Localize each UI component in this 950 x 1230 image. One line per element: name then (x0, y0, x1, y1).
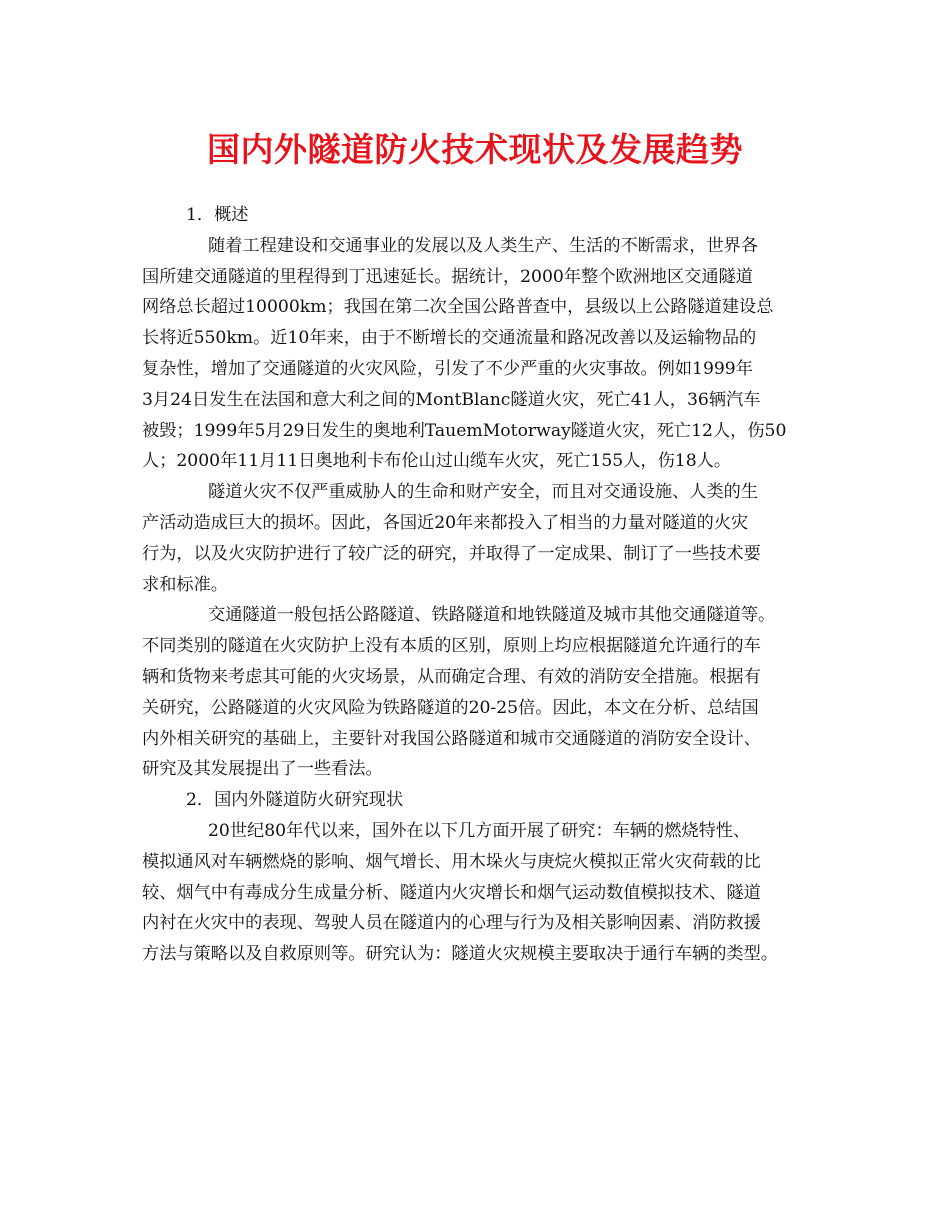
paragraph-line: 辆和货物来考虑其可能的火灾场景，从而确定合理、有效的消防安全措施。根据有 (142, 666, 761, 687)
paragraph-line: 复杂性，增加了交通隧道的火灾风险，引发了不少严重的火灾事故。例如1999年 (142, 358, 753, 379)
paragraph-line: 不同类别的隧道在火灾防护上没有本质的区别，原则上均应根据隧道允许通行的车 (142, 636, 761, 657)
paragraph-line: 交通隧道一般包括公路隧道、铁路隧道和地铁隧道及城市其他交通隧道等。 (208, 605, 776, 626)
paragraph-line: 行为，以及火灾防护进行了较广泛的研究，并取得了一定成果、制订了一些技术要 (142, 543, 761, 564)
paragraph-line: 内衬在火灾中的表现、驾驶人员在隧道内的心理与行为及相关影响因素、消防救援 (142, 913, 761, 934)
paragraph-line: 被毁；1999年5月29日发生的奥地利TauemMotorway隧道火灾，死亡12人，伤50 (142, 420, 787, 441)
paragraph-line: 方法与策略以及自救原则等。研究认为：隧道火灾规模主要取决于通行车辆的类型。 (142, 944, 778, 965)
document-body (142, 200, 822, 970)
paragraph-line: 较、烟气中有毒成分生成量分析、隧道内火灾增长和烟气运动数值模拟技术、隧道 (142, 882, 761, 903)
paragraph-line: 隧道火灾不仅严重威胁人的生命和财产安全，而且对交通设施、人类的生 (208, 482, 759, 503)
paragraph-line: 模拟通风对车辆燃烧的影响、烟气增长、用木垛火与庚烷火模拟正常火灾荷载的比 (142, 851, 761, 872)
paragraph-line: 网络总长超过10000km；我国在第二次全国公路普查中，县级以上公路隧道建设总 (142, 297, 774, 318)
paragraph-line: 长将近550km。近10年来，由于不断增长的交通流量和路况改善以及运输物品的 (142, 328, 757, 349)
paragraph-line: 国所建交通隧道的里程得到丁迅速延长。据统计，2000年整个欧洲地区交通隧道 (142, 266, 753, 287)
paragraph-line: 求和标准。 (142, 574, 228, 595)
paragraph-line: 研究及其发展提出了一些看法。 (142, 759, 383, 780)
paragraph-line: 关研究，公路隧道的火灾风险为铁路隧道的20-25倍。因此，本文在分析、总结国 (142, 697, 759, 718)
paragraph-line: 产活动造成巨大的损坏。因此，各国近20年来都投入了相当的力量对隧道的火灾 (142, 512, 749, 533)
paragraph-line: 人；2000年11月11日奥地利卡布伦山过山缆车火灾，死亡155人，伤18人。 (142, 451, 732, 472)
section-heading-research-status: 2．国内外隧道防火研究现状 (186, 790, 404, 811)
paragraph-line: 20世纪80年代以来，国外在以下几方面开展了研究：车辆的燃烧特性、 (208, 820, 751, 841)
paragraph-line: 3月24日发生在法国和意大利之间的MontBlanc隧道火灾，死亡41人，36辆汽车 (142, 389, 761, 410)
section-heading-overview: 1．概述 (186, 205, 249, 225)
paragraph-line: 随着工程建设和交通事业的发展以及人类生产、生活的不断需求，世界各 (208, 235, 759, 256)
paragraph-line: 内外相关研究的基础上，主要针对我国公路隧道和城市交通隧道的消防安全设计、 (142, 728, 761, 749)
document-title: 国内外隧道防火技术现状及发展趋势 (207, 130, 743, 169)
